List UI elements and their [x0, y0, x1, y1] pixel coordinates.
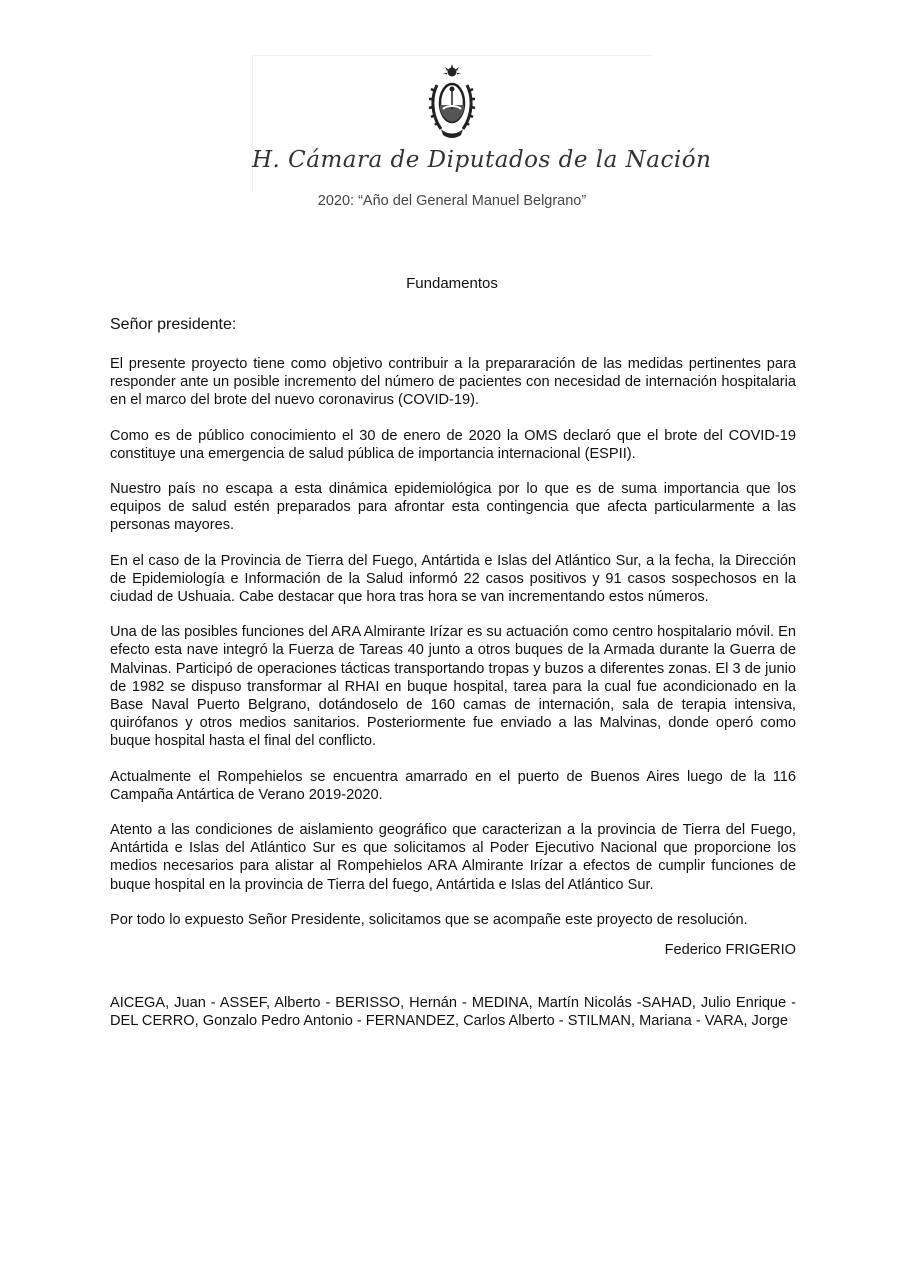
paragraph: Actualmente el Rompehielos se encuentra amarrado en el puerto de Buenos Aires luego de la 116 Campaña Antártica de Verano 2019-2020. — [110, 768, 796, 803]
paragraph: Como es de público conocimiento el 30 de enero de 2020 la OMS declaró que el brote del COVID-19 constituye una emergencia de salud pública de importancia internacional (ESPII). — [110, 427, 796, 462]
paragraph: Atento a las condiciones de aislamiento geográfico que caracterizan a la provincia de Tierra del Fuego, Antártida e Islas del Atlántico Sur es que solicitamos al Poder Ejecutivo Nacional que proporcione los medios necesarios para alistar al Rompehielos ARA Almirante Irízar a efectos de cumplir funciones de buque hospital en la provincia de Tierra del fuego, Antártida e Islas del Atlántico Sur. — [110, 822, 796, 893]
letterhead — [252, 55, 712, 192]
cosigners-list: AICEGA, Juan - ASSEF, Alberto - BERISSO, Hernán - MEDINA, Martín Nicolás -SAHAD, Julio Enrique - DEL CERRO, Gonzalo Pedro Antonio - FERNANDEZ, Carlos Alberto - STILMAN, Mariana - VARA, Jorge — [110, 995, 796, 1030]
salutation: Señor presidente: — [110, 316, 237, 333]
paragraph: El presente proyecto tiene como objetivo contribuir a la prepararación de las medidas pertinentes para responder ante un posible incremento del número de pacientes con necesidad de internación hospitalaria en el marco del brote del nuevo coronavirus (COVID-19). — [110, 356, 796, 409]
paragraph: Una de las posibles funciones del ARA Almirante Irízar es su actuación como centro hospitalario móvil. En efecto esta nave integró la Fuerza de Tareas 40 junto a otros buques de la Armada durante la Guerra de Malvinas. Participó de operaciones tácticas transportando tropas y buzos a diferentes zonas. El 3 de junio de 1982 se dispuso transformar al RHAI en buque hospital, tarea para la cual fue acondicionado en la Base Naval Puerto Belgrano, dotándoselo de 160 camas de internación, sala de terapia intensiva, quirófanos y otros medios sanitarios. Posteriormente fue enviado a las Malvinas, donde operó como buque hospital hasta el final del conflicto. — [110, 624, 796, 750]
document-body — [110, 355, 796, 946]
chamber-name: H. Cámara de Diputados de la Nación — [252, 147, 712, 173]
paragraph: En el caso de la Provincia de Tierra del Fuego, Antártida e Islas del Atlántico Sur, a la fecha, la Dirección de Epidemiología e Información de la Salud informó 22 casos positivos y 91 casos sospechosos en la ciudad de Ushuaia. Cabe destacar que hora tras hora se van incrementando estos números. — [110, 552, 796, 606]
coat-of-arms-icon — [427, 63, 477, 143]
document-title: Fundamentos — [406, 275, 498, 292]
signature: Federico FRIGERIO — [664, 942, 796, 958]
year-motto: 2020: “Año del General Manuel Belgrano” — [317, 193, 587, 209]
paragraph: Por todo lo expuesto Señor Presidente, solicitamos que se acompañe este proyecto de resolución. — [110, 911, 748, 928]
paragraph: Nuestro país no escapa a esta dinámica epidemiológica por lo que es de suma importancia que los equipos de salud estén preparados para afrontar esta contingencia que afecta particularmente a las personas mayores. — [110, 481, 796, 534]
